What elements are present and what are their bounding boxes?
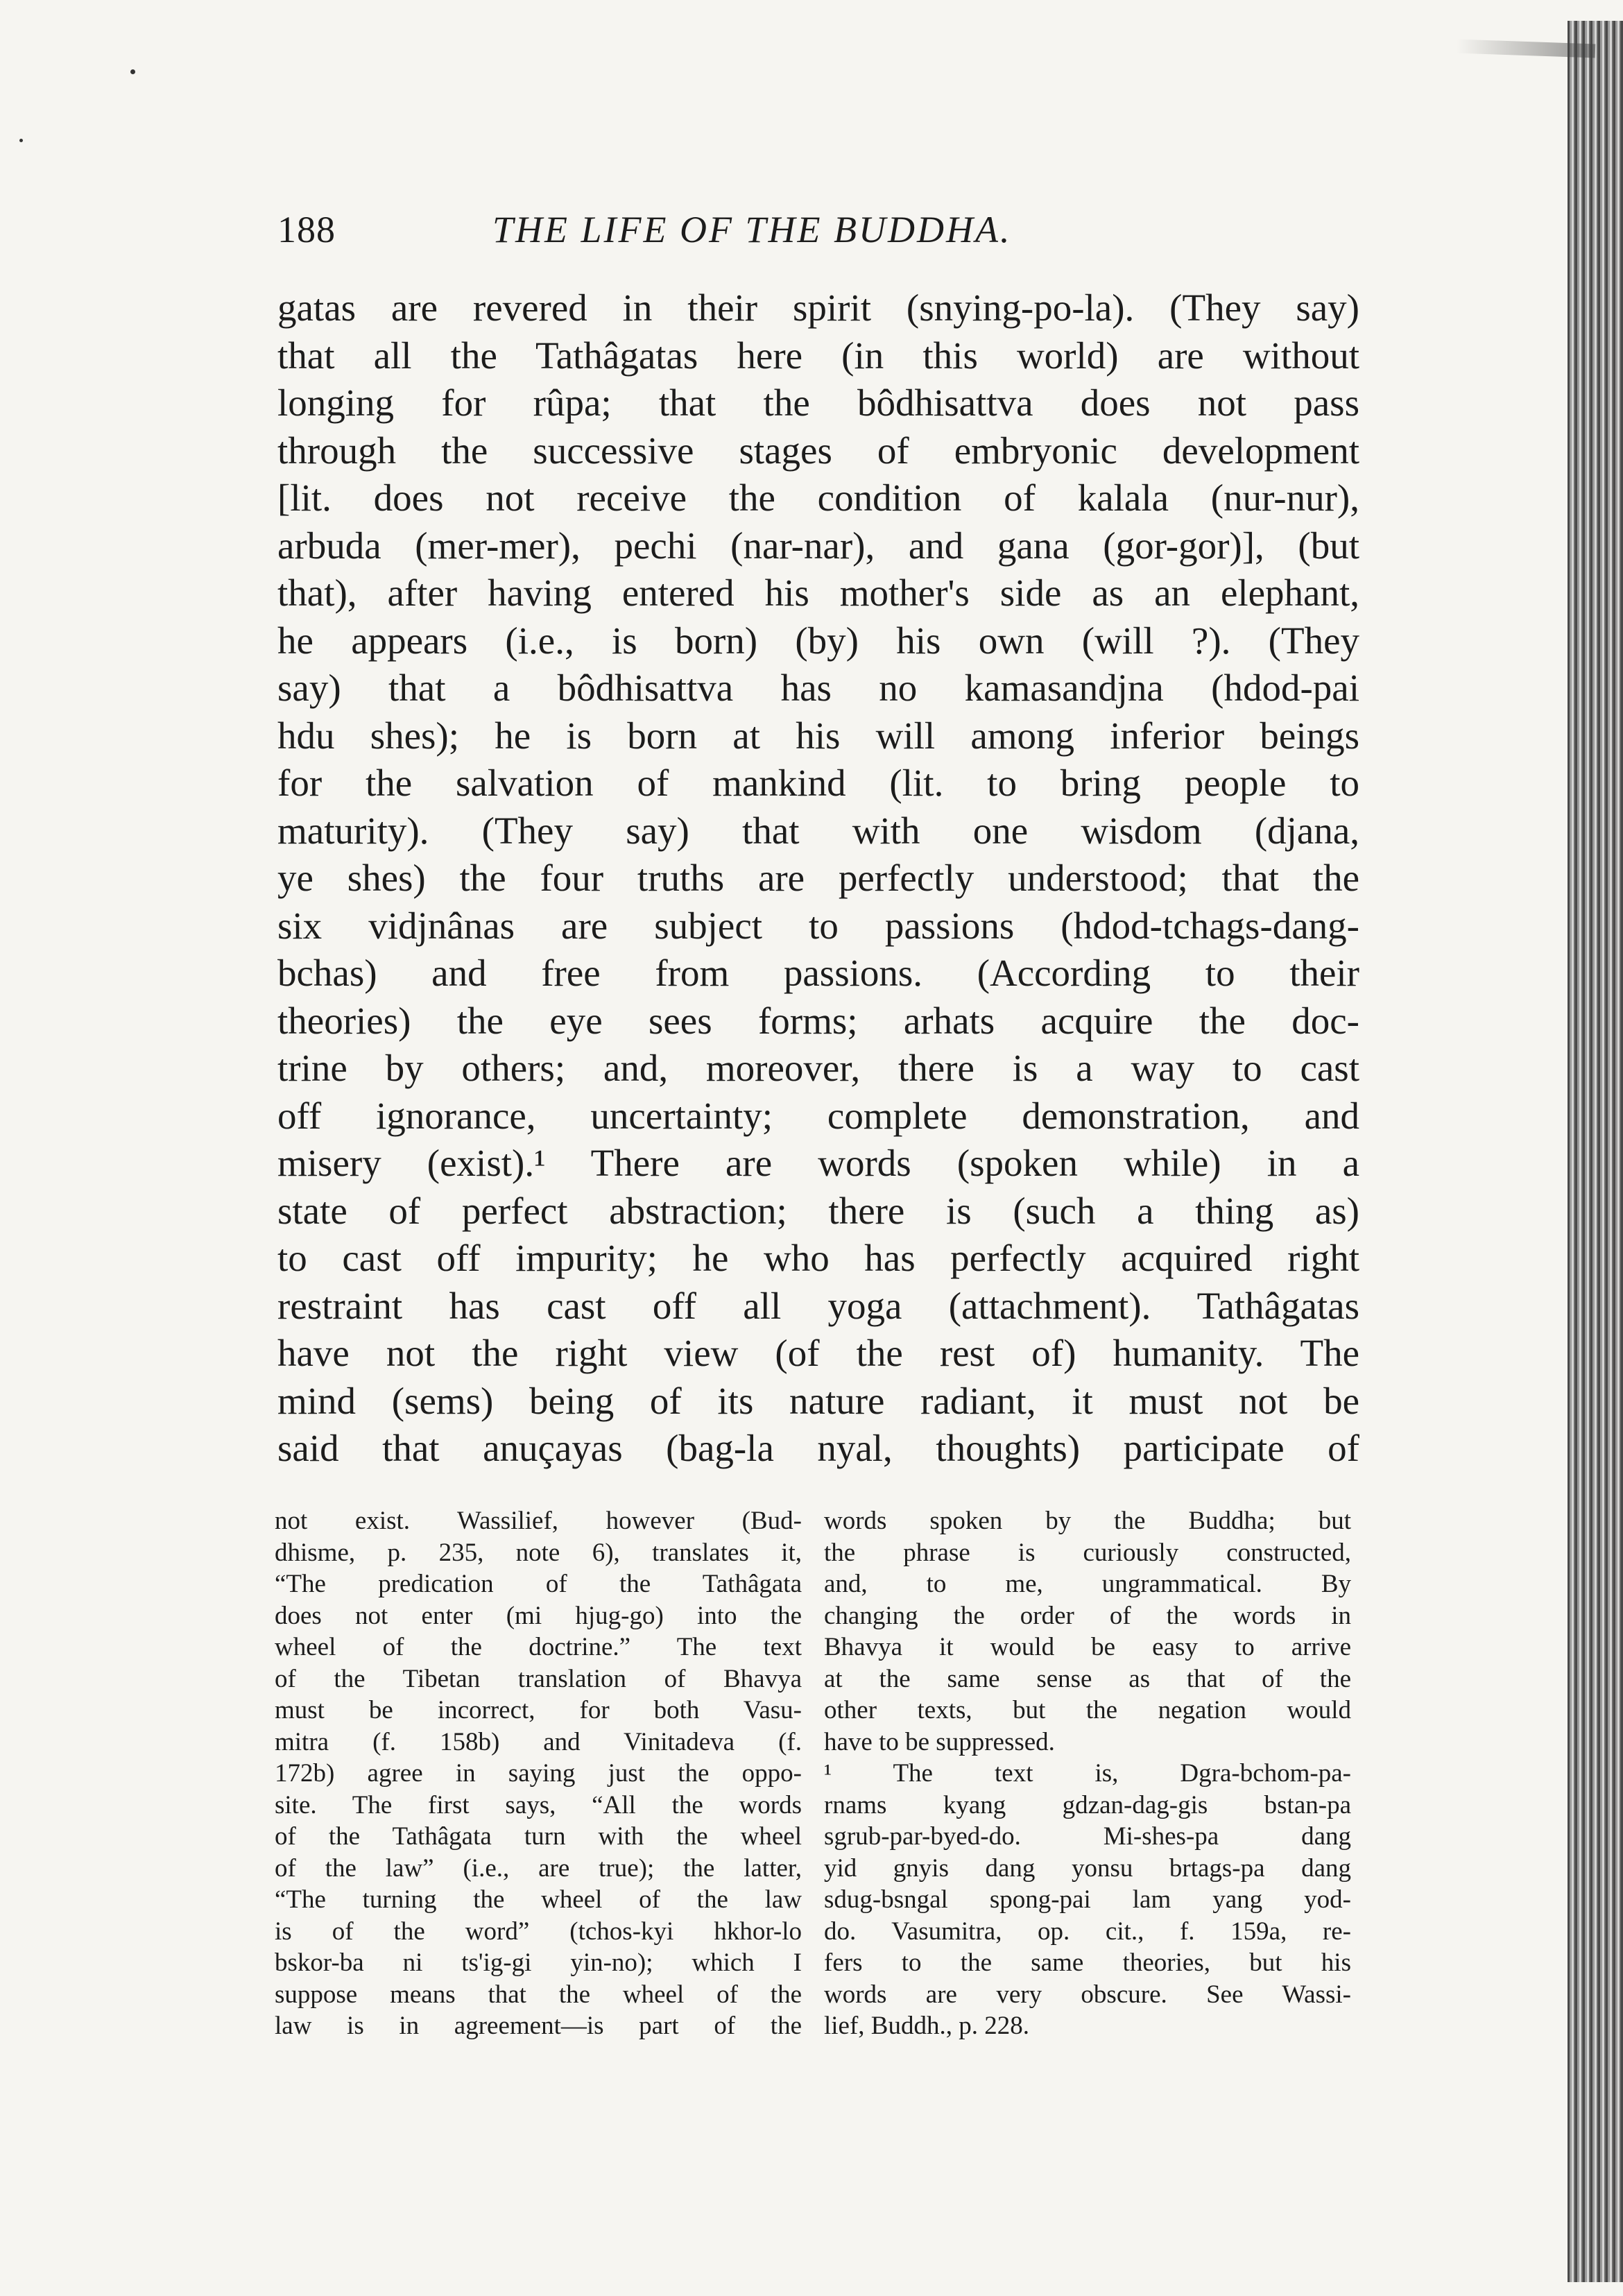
text-line: arbuda (mer-mer), pechi (nar-nar), and gana (gor-gor)], (but [277, 524, 1359, 567]
text-line: off ignorance, uncertainty; complete demonstration, and [277, 1094, 1359, 1137]
footnote-line: Bhavya it would be easy to arrive [824, 1633, 1351, 1661]
text-line: that all the Tathâgatas here (in this world) are without [277, 334, 1359, 377]
text-line: hdu shes); he is born at his will among inferior beings [277, 714, 1359, 757]
footnote-line: ¹ The text is, Dgra-bchom-pa- [824, 1759, 1351, 1788]
footnote-line: and, to me, ungrammatical. By [824, 1570, 1351, 1598]
footnote-line: the phrase is curiously constructed, [824, 1538, 1351, 1567]
text-line: mind (sems) being of its nature radiant, it must not be [277, 1379, 1359, 1422]
footnote-line: yid gnyis dang yonsu brtags-pa dang [824, 1853, 1351, 1883]
paper-speck [130, 69, 135, 74]
footnote-line: sgrub-par-byed-do. Mi-shes-pa dang [824, 1822, 1351, 1851]
text-line: bchas) and free from passions. (According to their [277, 952, 1359, 994]
text-line: for the salvation of mankind (lit. to bring people to [277, 762, 1359, 804]
text-line: to cast off impurity; he who has perfectly acquired right [277, 1237, 1359, 1279]
footnote-line: bskor-ba ni ts'ig-gi yin-no); which I [275, 1948, 802, 1977]
footnote-right-column [824, 1505, 1351, 2042]
footnote-line: of the law” (i.e., are true); the latter, [275, 1853, 802, 1883]
footnote-line: must be incorrect, for both Vasu- [275, 1696, 802, 1724]
footnote-line: have to be suppressed. [824, 1727, 1055, 1756]
text-line: that), after having entered his mother's side as an elephant, [277, 572, 1359, 614]
text-line: maturity). (They say) that with one wisdom (djana, [277, 809, 1359, 852]
main-text [277, 284, 1359, 1473]
footnote-line: sdug-bsngal spong-pai lam yang yod- [824, 1885, 1351, 1914]
footnote-line: not exist. Wassilief, however (Bud- [275, 1507, 802, 1535]
footnote-line: words are very obscure. See Wassi- [824, 1980, 1351, 2009]
footnote-line: words spoken by the Buddha; but [824, 1507, 1351, 1535]
footnote-line: “The predication of the Tathâgata [275, 1570, 802, 1598]
footnote-line: of the Tibetan translation of Bhavya [275, 1664, 802, 1693]
text-line: ye shes) the four truths are perfectly understood; that the [277, 857, 1359, 899]
footnote-left-column [275, 1505, 802, 2042]
text-line: have not the right view (of the rest of) humanity. The [277, 1332, 1359, 1374]
footnote-line: dhisme, p. 235, note 6), translates it, [275, 1538, 802, 1567]
paper-speck [19, 139, 23, 142]
text-line: six vidjnânas are subject to passions (hdod-tchags-dang- [277, 904, 1359, 947]
footnote-line: at the same sense as that of the [824, 1664, 1351, 1693]
text-line: say) that a bôdhisattva has no kamasandjna (hdod-pai [277, 667, 1359, 709]
text-line: [lit. does not receive the condition of kalala (nur-nur), [277, 477, 1359, 519]
text-line: state of perfect abstraction; there is (such a thing as) [277, 1189, 1359, 1232]
text-line: through the successive stages of embryonic development [277, 429, 1359, 472]
footnote-line: 172b) agree in saying just the oppo- [275, 1759, 802, 1788]
footnote-line: wheel of the doctrine.” The text [275, 1633, 802, 1661]
footnote-line: lief, Buddh., p. 228. [824, 2012, 1029, 2040]
footnote-line: fers to the same theories, but his [824, 1948, 1351, 1977]
footnote-line: is of the word” (tchos-kyi hkhor-lo [275, 1917, 802, 1946]
footnote-line: do. Vasumitra, op. cit., f. 159a, re- [824, 1917, 1351, 1946]
footnote-line: does not enter (mi hjug-go) into the [275, 1601, 802, 1630]
footnote-line: mitra (f. 158b) and Vinitadeva (f. [275, 1727, 802, 1756]
text-line: longing for rûpa; that the bôdhisattva does not pass [277, 382, 1359, 424]
footnote-line: of the Tathâgata turn with the wheel [275, 1822, 802, 1851]
text-line: misery (exist).¹ There are words (spoken while) in a [277, 1142, 1359, 1184]
page-number: 188 [277, 209, 336, 250]
text-line: he appears (i.e., is born) (by) his own (will ?). (They [277, 619, 1359, 662]
running-title: THE LIFE OF THE BUDDHA. [492, 209, 1012, 250]
text-line: gatas are revered in their spirit (snying-po-la). (They say) [277, 286, 1359, 329]
footnote-line: changing the order of the words in [824, 1601, 1351, 1630]
page-edge-shadow [1568, 21, 1623, 2282]
footnote-line: “The turning the wheel of the law [275, 1885, 802, 1914]
footnote-line: rnams kyang gdzan-dag-gis bstan-pa [824, 1790, 1351, 1819]
footnote-line: suppose means that the wheel of the [275, 1980, 802, 2009]
footnote-line: law is in agreement—is part of the [275, 2012, 802, 2040]
footnote-line: site. The first says, “All the words [275, 1790, 802, 1819]
text-line: said that anuçayas (bag-la nyal, thoughts) participate of [277, 1427, 1359, 1469]
text-line: restraint has cast off all yoga (attachment). Tathâgatas [277, 1284, 1359, 1327]
text-line: trine by others; and, moreover, there is a way to cast [277, 1047, 1359, 1089]
text-line: theories) the eye sees forms; arhats acquire the doc- [277, 999, 1359, 1042]
footnote-line: other texts, but the negation would [824, 1696, 1351, 1724]
page-header [277, 208, 1359, 264]
